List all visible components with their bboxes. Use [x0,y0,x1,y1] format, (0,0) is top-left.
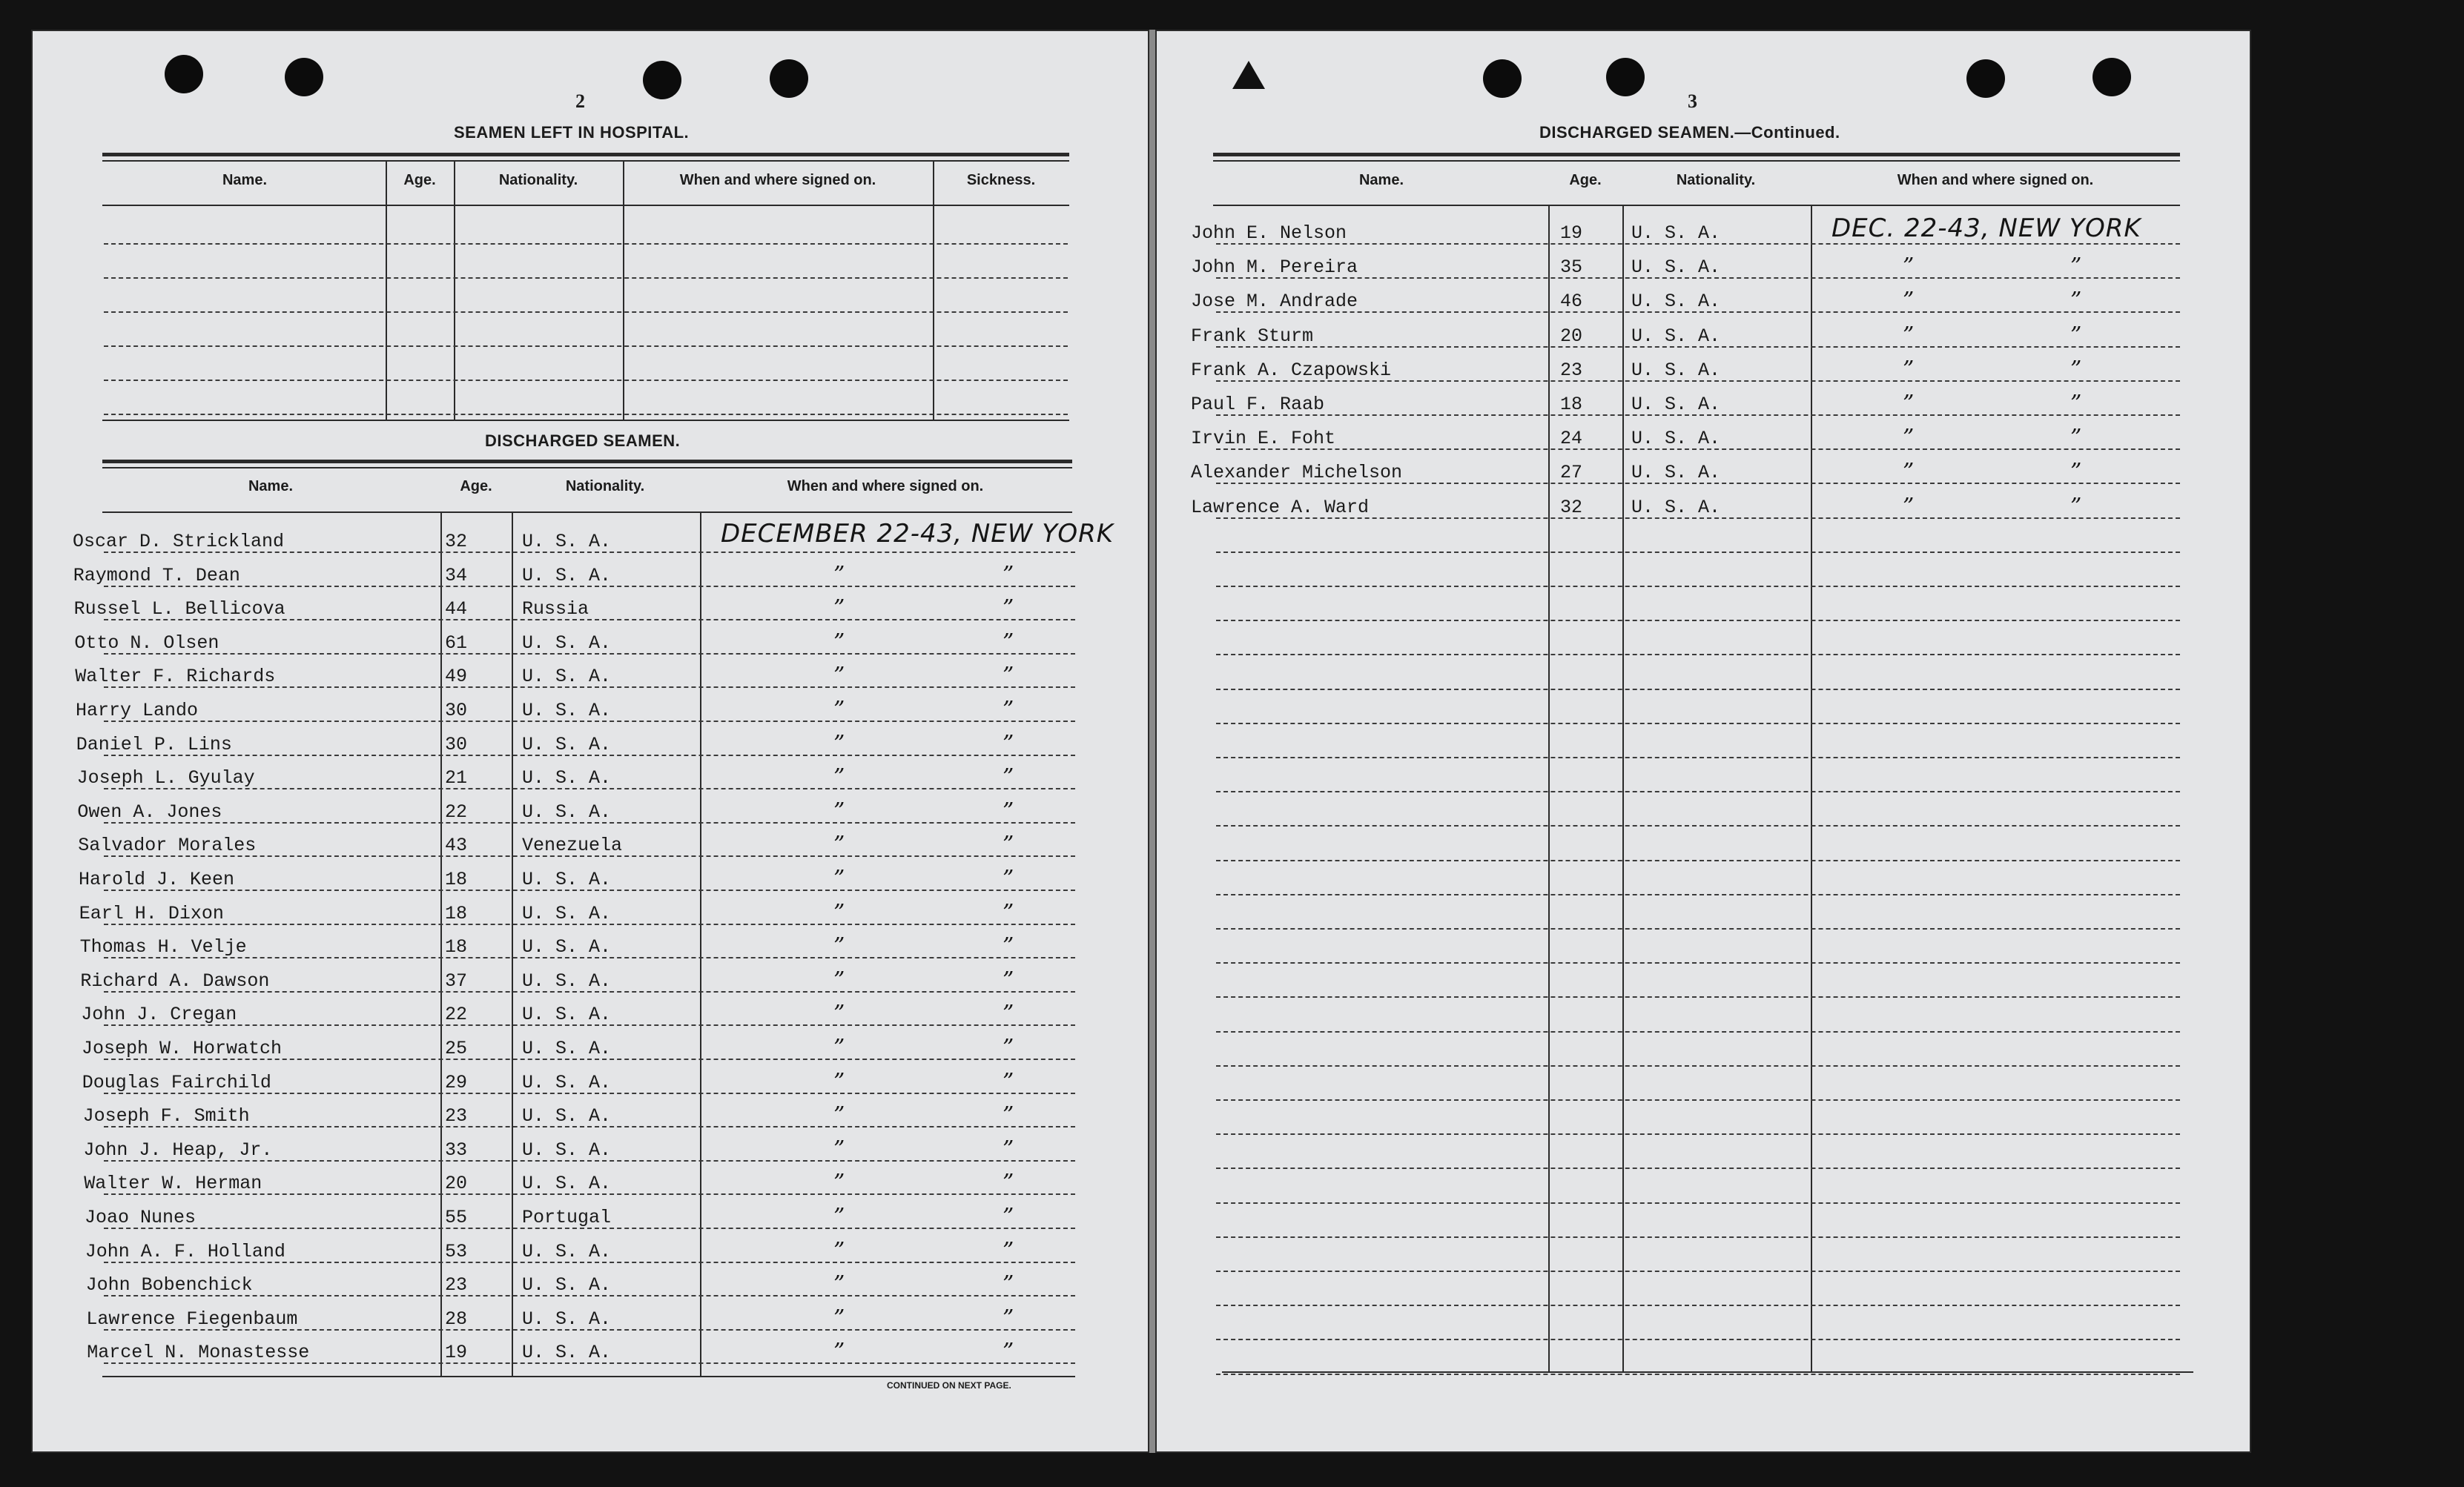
seaman-name: Jose M. Andrade [1191,291,1358,313]
seaman-name: Oscar D. Strickland [73,531,285,552]
ditto-mark: ” [2070,425,2082,451]
seaman-age: 43 [445,835,468,857]
seaman-age: 32 [445,531,468,552]
seaman-age: 21 [445,767,468,789]
seaman-nationality: U. S. A. [522,531,612,552]
entry-line [1216,1202,2180,1204]
rule [102,420,1069,421]
register-mark [1232,61,1265,89]
seaman-name: John A. F. Holland [85,1240,285,1262]
seaman-name: Owen A. Jones [77,801,222,823]
seaman-nationality: U. S. A. [522,869,612,890]
seaman-age: 19 [1560,222,1583,244]
column-divider [512,513,513,1376]
entry-line [1216,996,2180,998]
column-divider [440,513,442,1376]
ditto-mark: ” [1003,1001,1014,1027]
seaman-age: 32 [1560,496,1583,518]
page-number: 3 [1688,90,1697,112]
header-age: Age. [460,478,492,494]
ditto-mark: ” [1003,629,1014,655]
entry-line [1216,860,2180,861]
seaman-age: 23 [1560,359,1583,381]
seaman-nationality: U. S. A. [522,733,612,755]
ditto-mark: ” [833,967,845,993]
seaman-name: Frank Sturm [1191,325,1314,347]
seaman-age: 35 [1560,256,1583,279]
seaman-name: Joseph W. Horwatch [82,1038,283,1059]
punch-hole [770,59,808,98]
ditto-mark: ” [2070,288,2082,314]
rule [1213,205,2180,206]
blank-entry-line [104,414,1068,415]
seaman-age: 61 [445,632,468,654]
discharged-continued-title: DISCHARGED SEAMEN.—Continued. [1539,123,1840,142]
rule [1213,160,2180,162]
seaman-name: Harry Lando [76,700,199,721]
seaman-nationality: U. S. A. [1631,394,1721,415]
header-nationality: Nationality. [498,172,578,188]
seaman-age: 46 [1560,291,1583,313]
ditto-mark: ” [833,764,845,791]
seaman-age: 53 [445,1240,468,1262]
seaman-name: Joseph L. Gyulay [76,767,255,789]
page-number: 2 [575,90,585,112]
punch-hole [2093,58,2131,96]
seaman-name: Earl H. Dixon [79,902,224,924]
seaman-age: 27 [1560,462,1583,484]
seaman-age: 34 [445,564,468,586]
entry-line [1216,723,2180,724]
seaman-age: 28 [445,1308,468,1330]
rule [102,153,1069,156]
entry-line [1216,1065,2180,1067]
seaman-name: Walter W. Herman [84,1173,262,1195]
ditto-mark: ” [2070,459,2082,486]
seaman-age: 22 [445,801,468,823]
ditto-mark: ” [833,1170,845,1196]
seaman-name: Russel L. Bellicova [73,598,285,620]
entry-line [1216,1099,2180,1101]
ditto-mark: ” [1903,459,1915,486]
punch-hole [285,58,323,96]
entry-line [1216,928,2180,930]
ditto-mark: ” [1903,425,1915,451]
seaman-age: 30 [445,733,468,755]
entry-line [1216,1305,2180,1306]
ditto-mark: ” [833,1136,845,1162]
ditto-mark: ” [833,730,845,757]
rule [1213,153,2180,156]
ditto-mark: ” [833,1204,845,1230]
entry-line [1216,791,2180,792]
entry-line [1216,894,2180,895]
seaman-name: John M. Pereira [1191,256,1358,279]
ditto-mark: ” [1003,595,1014,622]
punch-hole [1966,59,2005,98]
seaman-nationality: U. S. A. [522,1004,612,1026]
seaman-age: 18 [445,936,468,958]
ditto-mark: ” [833,1237,845,1264]
ditto-mark: ” [1903,493,1915,520]
seaman-age: 23 [445,1105,468,1127]
entry-line [1216,689,2180,690]
entry-line [1216,1133,2180,1135]
ditto-mark: ” [833,595,845,622]
seaman-nationality: U. S. A. [522,1139,612,1161]
entry-line [1216,1236,2180,1238]
header-signed-on: When and where signed on. [1897,172,2094,188]
header-sickness: Sickness. [966,172,1036,188]
seaman-age: 25 [445,1038,468,1059]
ditto-mark: ” [1003,933,1014,960]
seaman-name: Alexander Michelson [1191,462,1403,484]
ditto-mark: ” [2070,322,2082,348]
entry-line [1216,586,2180,587]
seaman-name: Richard A. Dawson [80,970,270,992]
seaman-nationality: U. S. A. [522,1038,612,1059]
header-nationality: Nationality. [565,478,645,494]
seaman-nationality: U. S. A. [1631,325,1721,347]
continued-note: CONTINUED ON NEXT PAGE. [887,1380,1011,1391]
seaman-name: John Bobenchick [85,1274,253,1296]
rule [102,460,1072,463]
ditto-mark: ” [1003,832,1014,858]
seaman-nationality: U. S. A. [522,632,612,654]
entry-line [1216,757,2180,758]
seaman-name: Lawrence A. Ward [1191,496,1370,518]
ditto-mark: ” [833,832,845,858]
seaman-name: Marcel N. Monastesse [87,1342,310,1364]
seaman-age: 23 [445,1274,468,1296]
seaman-name: Salvador Morales [78,835,257,857]
ditto-mark: ” [1003,1170,1014,1196]
seaman-nationality: U. S. A. [522,1173,612,1195]
rule [102,1376,1075,1377]
page-gutter [1149,30,1155,1453]
seaman-name: Paul F. Raab [1191,394,1325,415]
ditto-mark: ” [1003,730,1014,757]
seaman-nationality: U. S. A. [522,1342,612,1364]
seaman-name: Joao Nunes [85,1207,196,1228]
discharged-section-title: DISCHARGED SEAMEN. [485,431,681,450]
ditto-mark: ” [1003,1305,1014,1331]
entry-line [1216,1271,2180,1272]
signed-on-handwritten: DECEMBER 22-43, NEW YORK [721,519,1114,549]
signed-on-handwritten: DEC. 22-43, NEW YORK [1832,213,2141,243]
ditto-mark: ” [833,629,845,655]
header-name: Name. [248,478,294,494]
ditto-mark: ” [833,933,845,960]
header-name: Name. [1358,172,1404,188]
ditto-mark: ” [1003,1136,1014,1162]
ditto-mark: ” [833,899,845,926]
ditto-mark: ” [2070,254,2082,280]
entry-line [1216,1339,2180,1340]
rule [102,467,1072,468]
seaman-nationality: U. S. A. [1631,462,1721,484]
ditto-mark: ” [2070,493,2082,520]
seaman-age: 44 [445,598,468,620]
ditto-mark: ” [833,1068,845,1095]
seaman-nationality: U. S. A. [522,1274,612,1296]
seaman-age: 55 [445,1207,468,1228]
ditto-mark: ” [1903,254,1915,280]
ditto-mark: ” [1003,1102,1014,1129]
ditto-mark: ” [1003,561,1014,588]
seaman-age: 18 [445,902,468,924]
ditto-mark: ” [1003,866,1014,892]
blank-entry-line [104,345,1068,347]
ditto-mark: ” [1003,1339,1014,1365]
entry-line [1216,962,2180,964]
entry-line [1216,825,2180,827]
seaman-nationality: Venezuela [522,835,623,857]
seaman-age: 19 [445,1342,468,1364]
ditto-mark: ” [1003,899,1014,926]
seaman-nationality: Russia [522,598,589,620]
ditto-mark: ” [833,561,845,588]
rule [102,205,1069,206]
ditto-mark: ” [1903,322,1915,348]
blank-entry-line [104,311,1068,313]
seaman-age: 37 [445,970,468,992]
seaman-nationality: U. S. A. [522,564,612,586]
seaman-age: 20 [445,1173,468,1195]
ditto-mark: ” [833,697,845,723]
ditto-mark: ” [1003,1068,1014,1095]
seaman-nationality: U. S. A. [1631,256,1721,279]
ditto-mark: ” [833,663,845,689]
seaman-name: Joseph F. Smith [82,1105,250,1127]
hospital-section-title: SEAMEN LEFT IN HOSPITAL. [454,123,690,142]
entry-line [1216,620,2180,621]
blank-entry-line [104,277,1068,279]
seaman-nationality: U. S. A. [1631,428,1721,450]
blank-entry-line [104,243,1068,245]
rule [1222,1371,2193,1373]
seaman-name: John J. Heap, Jr. [83,1139,273,1161]
ditto-mark: ” [833,1001,845,1027]
seaman-nationality: U. S. A. [1631,496,1721,518]
seaman-nationality: U. S. A. [1631,222,1721,244]
seaman-nationality: U. S. A. [522,767,612,789]
entry-line [1216,654,2180,655]
header-name: Name. [222,172,268,188]
ditto-mark: ” [833,798,845,824]
ditto-mark: ” [833,1305,845,1331]
rule [102,511,1072,513]
header-age: Age. [1569,172,1602,188]
seaman-age: 29 [445,1071,468,1093]
entry-line [1216,1031,2180,1033]
seaman-nationality: U. S. A. [1631,359,1721,381]
seaman-nationality: U. S. A. [522,1308,612,1330]
seaman-nationality: U. S. A. [522,1105,612,1127]
seaman-age: 24 [1560,428,1583,450]
seaman-name: Daniel P. Lins [76,733,232,755]
ditto-mark: ” [1003,1204,1014,1230]
ditto-mark: ” [1003,764,1014,791]
seaman-nationality: U. S. A. [522,936,612,958]
rule [102,160,1069,162]
seaman-nationality: U. S. A. [522,700,612,721]
seaman-name: Irvin E. Foht [1191,428,1336,450]
ditto-mark: ” [1003,1237,1014,1264]
seaman-age: 18 [445,869,468,890]
header-signed-on: When and where signed on. [679,172,876,188]
punch-hole [1606,58,1645,96]
ditto-mark: ” [833,1035,845,1061]
header-signed-on: When and where signed on. [787,478,984,494]
ditto-mark: ” [1003,663,1014,689]
seaman-name: Harold J. Keen [79,869,235,890]
punch-hole [1483,59,1522,98]
seaman-nationality: U. S. A. [522,801,612,823]
entry-line [1216,1374,2180,1375]
entry-line [1216,1168,2180,1169]
seaman-name: Raymond T. Dean [73,564,240,586]
ditto-mark: ” [2070,391,2082,417]
seaman-name: John E. Nelson [1191,222,1347,244]
seaman-name: Otto N. Olsen [74,632,219,654]
seaman-nationality: U. S. A. [522,1240,612,1262]
ditto-mark: ” [1903,391,1915,417]
ditto-mark: ” [833,1271,845,1298]
seaman-name: John J. Cregan [81,1004,237,1026]
ditto-mark: ” [1903,288,1915,314]
ditto-mark: ” [1003,1035,1014,1061]
seaman-age: 49 [445,666,468,688]
column-divider [700,513,701,1376]
seaman-name: Douglas Fairchild [82,1071,271,1093]
ditto-mark: ” [1003,798,1014,824]
seaman-nationality: U. S. A. [522,902,612,924]
seaman-age: 30 [445,700,468,721]
entry-line [1216,552,2180,553]
seaman-age: 33 [445,1139,468,1161]
ditto-mark: ” [833,1339,845,1365]
ditto-mark: ” [2070,356,2082,382]
ditto-mark: ” [1003,1271,1014,1298]
seaman-name: Frank A. Czapowski [1191,359,1392,381]
header-age: Age. [403,172,436,188]
seaman-name: Lawrence Fiegenbaum [86,1308,298,1330]
punch-hole [165,55,203,93]
seaman-age: 20 [1560,325,1583,347]
ditto-mark: ” [1903,356,1915,382]
ditto-mark: ” [1003,697,1014,723]
header-nationality: Nationality. [1676,172,1756,188]
seaman-nationality: U. S. A. [1631,291,1721,313]
ditto-mark: ” [833,1102,845,1129]
seaman-age: 18 [1560,394,1583,415]
seaman-nationality: U. S. A. [522,666,612,688]
seaman-nationality: U. S. A. [522,970,612,992]
blank-entry-line [104,380,1068,381]
seaman-nationality: Portugal [522,1207,612,1228]
seaman-name: Walter F. Richards [75,666,276,688]
seaman-age: 22 [445,1004,468,1026]
ditto-mark: ” [833,866,845,892]
seaman-name: Thomas H. Velje [79,936,247,958]
ditto-mark: ” [1003,967,1014,993]
punch-hole [643,61,681,99]
seaman-nationality: U. S. A. [522,1071,612,1093]
